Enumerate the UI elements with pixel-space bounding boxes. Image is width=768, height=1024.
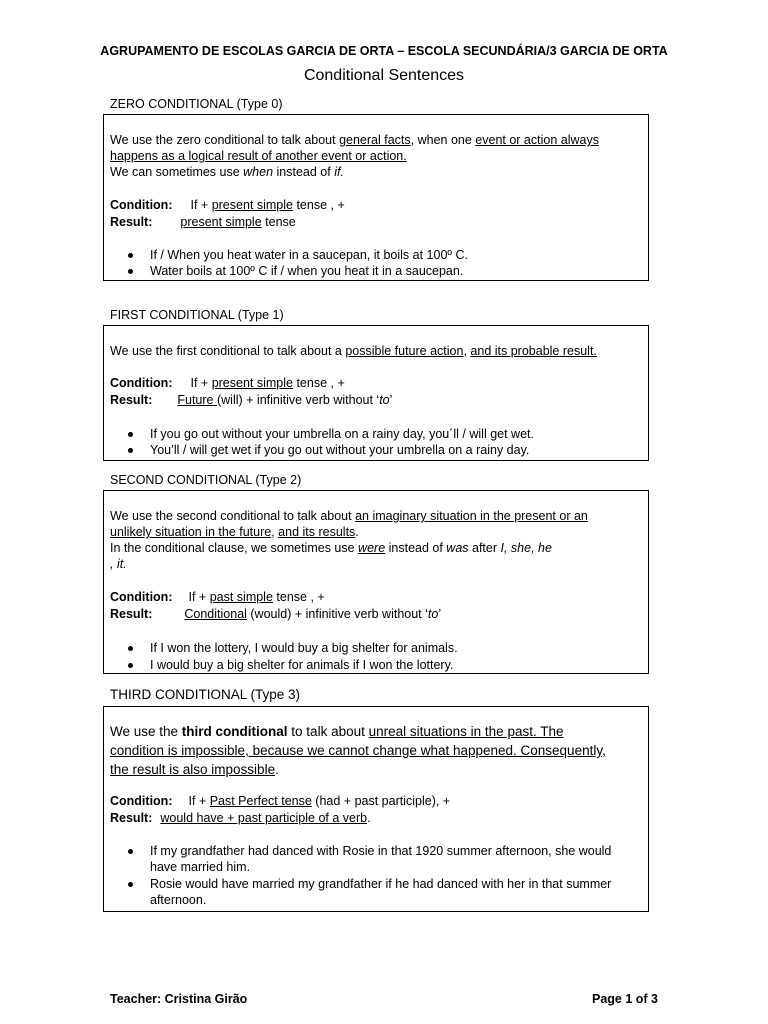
bullet-icon: [128, 849, 133, 854]
zero-example-1: If / When you heat water in a saucepan, it boils at 100º C.: [150, 248, 468, 262]
first-condition-rule: Condition: If + present simple tense , +: [110, 376, 345, 390]
first-example-1: If you go out without your umbrella on a rainy day, you´ll / will get wet.: [150, 427, 534, 441]
second-example-2: I would buy a big shelter for animals if I won the lottery.: [150, 658, 454, 672]
second-conditional-heading: SECOND CONDITIONAL (Type 2): [110, 473, 302, 487]
third-example-2-line-1: Rosie would have married my grandfather if he had danced with her in that summer: [150, 877, 612, 891]
zero-conditional-heading: ZERO CONDITIONAL (Type 0): [110, 97, 283, 111]
zero-desc-line-2: happens as a logical result of another event or action.: [110, 149, 407, 163]
second-desc-line-1: We use the second conditional to talk about an imaginary situation in the present or an: [110, 509, 588, 523]
second-conditional-box: [103, 490, 649, 674]
third-desc-line-1: We use the third conditional to talk about unreal situations in the past. The: [110, 724, 564, 739]
first-conditional-box: [103, 325, 649, 461]
school-name: AGRUPAMENTO DE ESCOLAS GARCIA DE ORTA – ESCOLA SECUNDÁRIA/3 GARCIA DE ORTA: [100, 44, 668, 58]
third-conditional-heading: THIRD CONDITIONAL (Type 3): [110, 687, 301, 702]
second-desc-line-4: , it.: [110, 557, 127, 571]
third-result-rule: Result: would have + past participle of a verb.: [110, 811, 371, 825]
third-conditional-box: [103, 706, 649, 912]
zero-desc-line-1: We use the zero conditional to talk about general facts, when one event or action always: [110, 133, 599, 147]
bullet-icon: [128, 646, 133, 651]
third-example-1-line-2: have married him.: [150, 860, 251, 874]
page-number: Page 1 of 3: [591, 992, 658, 1006]
third-condition-rule: Condition: If + Past Perfect tense (had + past participle), +: [110, 794, 451, 808]
second-desc-line-2: unlikely situation in the future, and its results.: [110, 525, 359, 539]
bullet-icon: [128, 448, 133, 453]
bullet-icon: [128, 663, 133, 668]
third-example-2-line-2: afternoon.: [150, 893, 207, 907]
second-result-rule: Result: Conditional (would) + infinitive verb without ‘to’: [110, 607, 442, 621]
bullet-icon: [128, 253, 133, 258]
zero-result-rule: Result: present simple tense: [110, 215, 296, 229]
first-example-2: You’ll / will get wet if you go out without your umbrella on a rainy day.: [150, 443, 530, 457]
second-condition-rule: Condition: If + past simple tense , +: [110, 590, 325, 604]
bullet-icon: [128, 882, 133, 887]
zero-desc-line-3: We can sometimes use when instead of if.: [110, 165, 344, 179]
first-result-rule: Result: Future (will) + infinitive verb without ‘to’: [110, 393, 393, 407]
second-desc-line-3: In the conditional clause, we sometimes use were instead of was after I, she, he: [110, 541, 552, 555]
bullet-icon: [128, 269, 133, 274]
third-example-1-line-1: If my grandfather had danced with Rosie in that 1920 summer afternoon, she would: [150, 844, 612, 858]
third-desc-line-2: condition is impossible, because we cannot change what happened. Consequently,: [110, 743, 606, 758]
second-example-1: If I won the lottery, I would buy a big shelter for animals.: [150, 641, 458, 655]
page-title: Conditional Sentences: [303, 67, 465, 84]
zero-conditional-box: [103, 114, 649, 281]
teacher-name: Teacher: Cristina Girão: [110, 992, 248, 1006]
zero-condition-rule: Condition: If + present simple tense , +: [110, 198, 345, 212]
first-desc-line-1: We use the first conditional to talk about a possible future action, and its probable result.: [110, 344, 597, 358]
zero-example-2: Water boils at 100º C if / when you heat it in a saucepan.: [150, 264, 464, 278]
first-conditional-heading: FIRST CONDITIONAL (Type 1): [110, 308, 284, 322]
bullet-icon: [128, 432, 133, 437]
third-desc-line-3: the result is also impossible.: [110, 762, 279, 777]
